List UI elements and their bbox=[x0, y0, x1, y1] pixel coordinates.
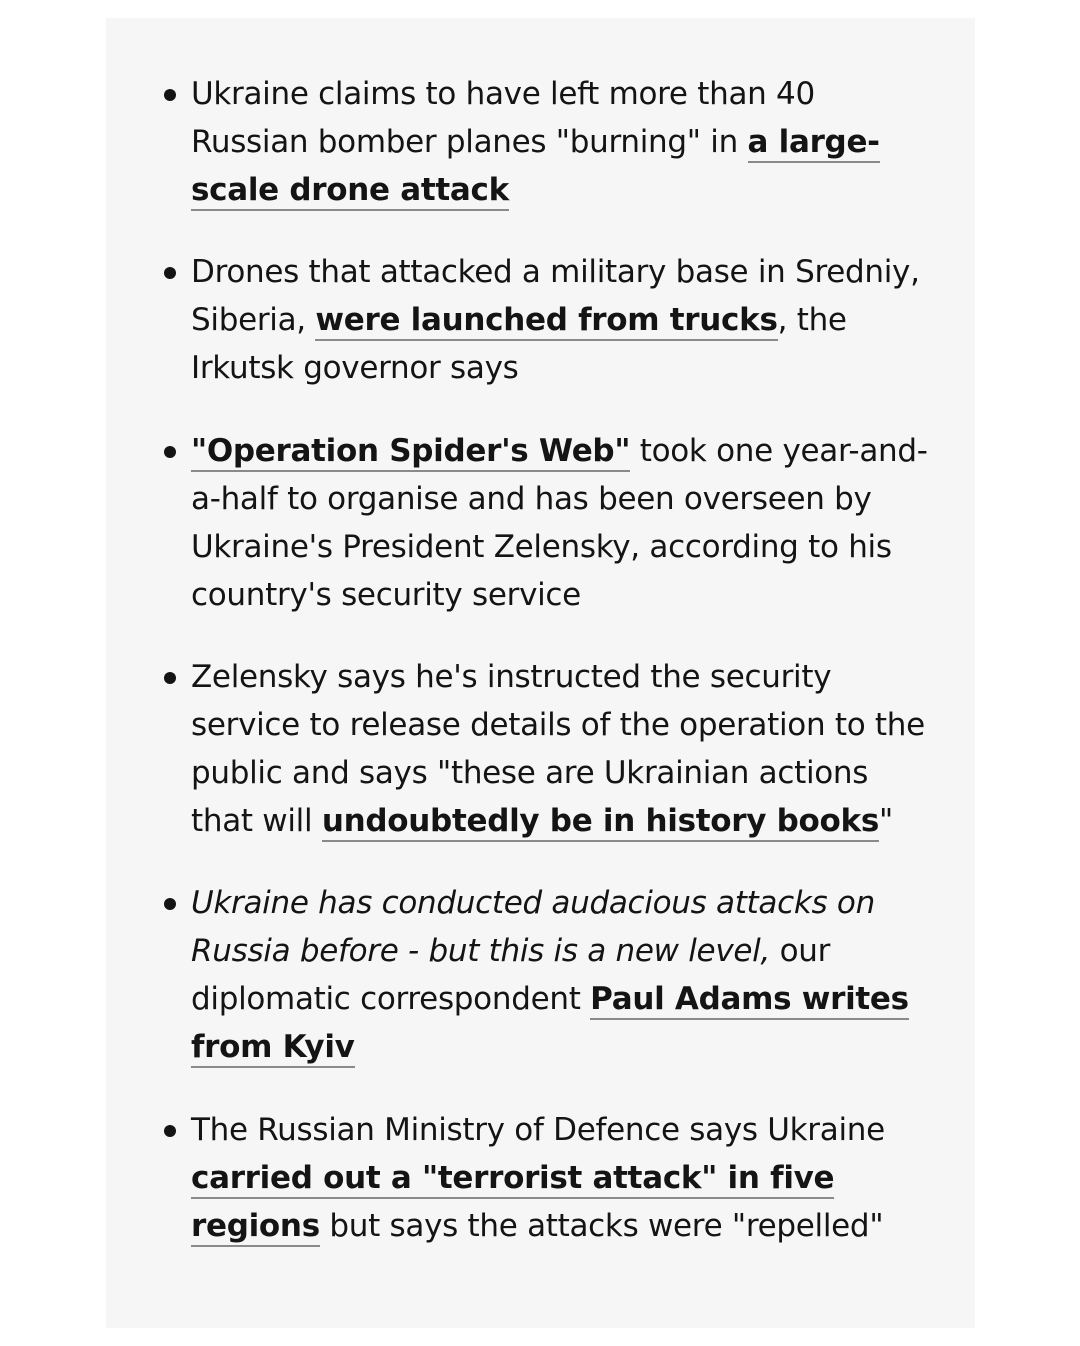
bullet-dot-icon bbox=[164, 898, 176, 910]
link-large-scale-drone-attack[interactable]: a large-scale drone attack bbox=[191, 124, 880, 211]
bullet-text: took one year-and-a-half to organise and has been overseen by Ukraine's President Zelensky, according to his country's security service bbox=[191, 433, 928, 613]
summary-bullet-list bbox=[106, 70, 975, 1285]
bullet-dot-icon bbox=[164, 672, 176, 684]
bullet-item-audacious-attacks bbox=[106, 879, 975, 1071]
bullet-item-operation-spiders-web bbox=[106, 427, 975, 619]
bullet-text: " bbox=[879, 803, 893, 839]
bullet-text: The Russian Ministry of Defence says Ukraine bbox=[191, 1112, 885, 1148]
bullet-dot-icon bbox=[164, 267, 176, 279]
bullet-italic-quote: Ukraine has conducted audacious attacks on Russia before - but this is a new level, bbox=[191, 885, 875, 969]
bullet-item-zelensky-instructed bbox=[106, 653, 975, 845]
link-terrorist-attack-five-regions[interactable]: carried out a "terrorist attack" in five regions bbox=[191, 1160, 834, 1247]
bullet-text: but says the attacks were "repelled" bbox=[319, 1208, 884, 1244]
bullet-dot-icon bbox=[164, 446, 176, 458]
link-operation-spiders-web[interactable]: "Operation Spider's Web" bbox=[191, 433, 630, 472]
bullet-item-ministry-of-defence bbox=[106, 1106, 975, 1250]
bullet-dot-icon bbox=[164, 89, 176, 101]
bullet-text: , the Irkutsk governor says bbox=[191, 302, 847, 386]
link-history-books[interactable]: undoubtedly be in history books bbox=[322, 803, 879, 842]
article-summary-panel bbox=[106, 18, 975, 1328]
bullet-dot-icon bbox=[164, 1125, 176, 1137]
link-launched-from-trucks[interactable]: were launched from trucks bbox=[315, 302, 777, 341]
bullet-item-bomber-planes bbox=[106, 70, 975, 214]
bullet-text: Zelensky says he's instructed the security service to release details of the operation to the public and says "these are Ukrainian actions that will bbox=[191, 659, 925, 839]
bullet-text: Drones that attacked a military base in Sredniy, Siberia, bbox=[191, 254, 920, 338]
bullet-text: our diplomatic correspondent bbox=[191, 933, 831, 1017]
bullet-text: Ukraine claims to have left more than 40 Russian bomber planes "burning" in bbox=[191, 76, 815, 160]
link-paul-adams-kyiv[interactable]: Paul Adams writes from Kyiv bbox=[191, 981, 909, 1068]
bullet-item-drones-trucks bbox=[106, 248, 975, 392]
